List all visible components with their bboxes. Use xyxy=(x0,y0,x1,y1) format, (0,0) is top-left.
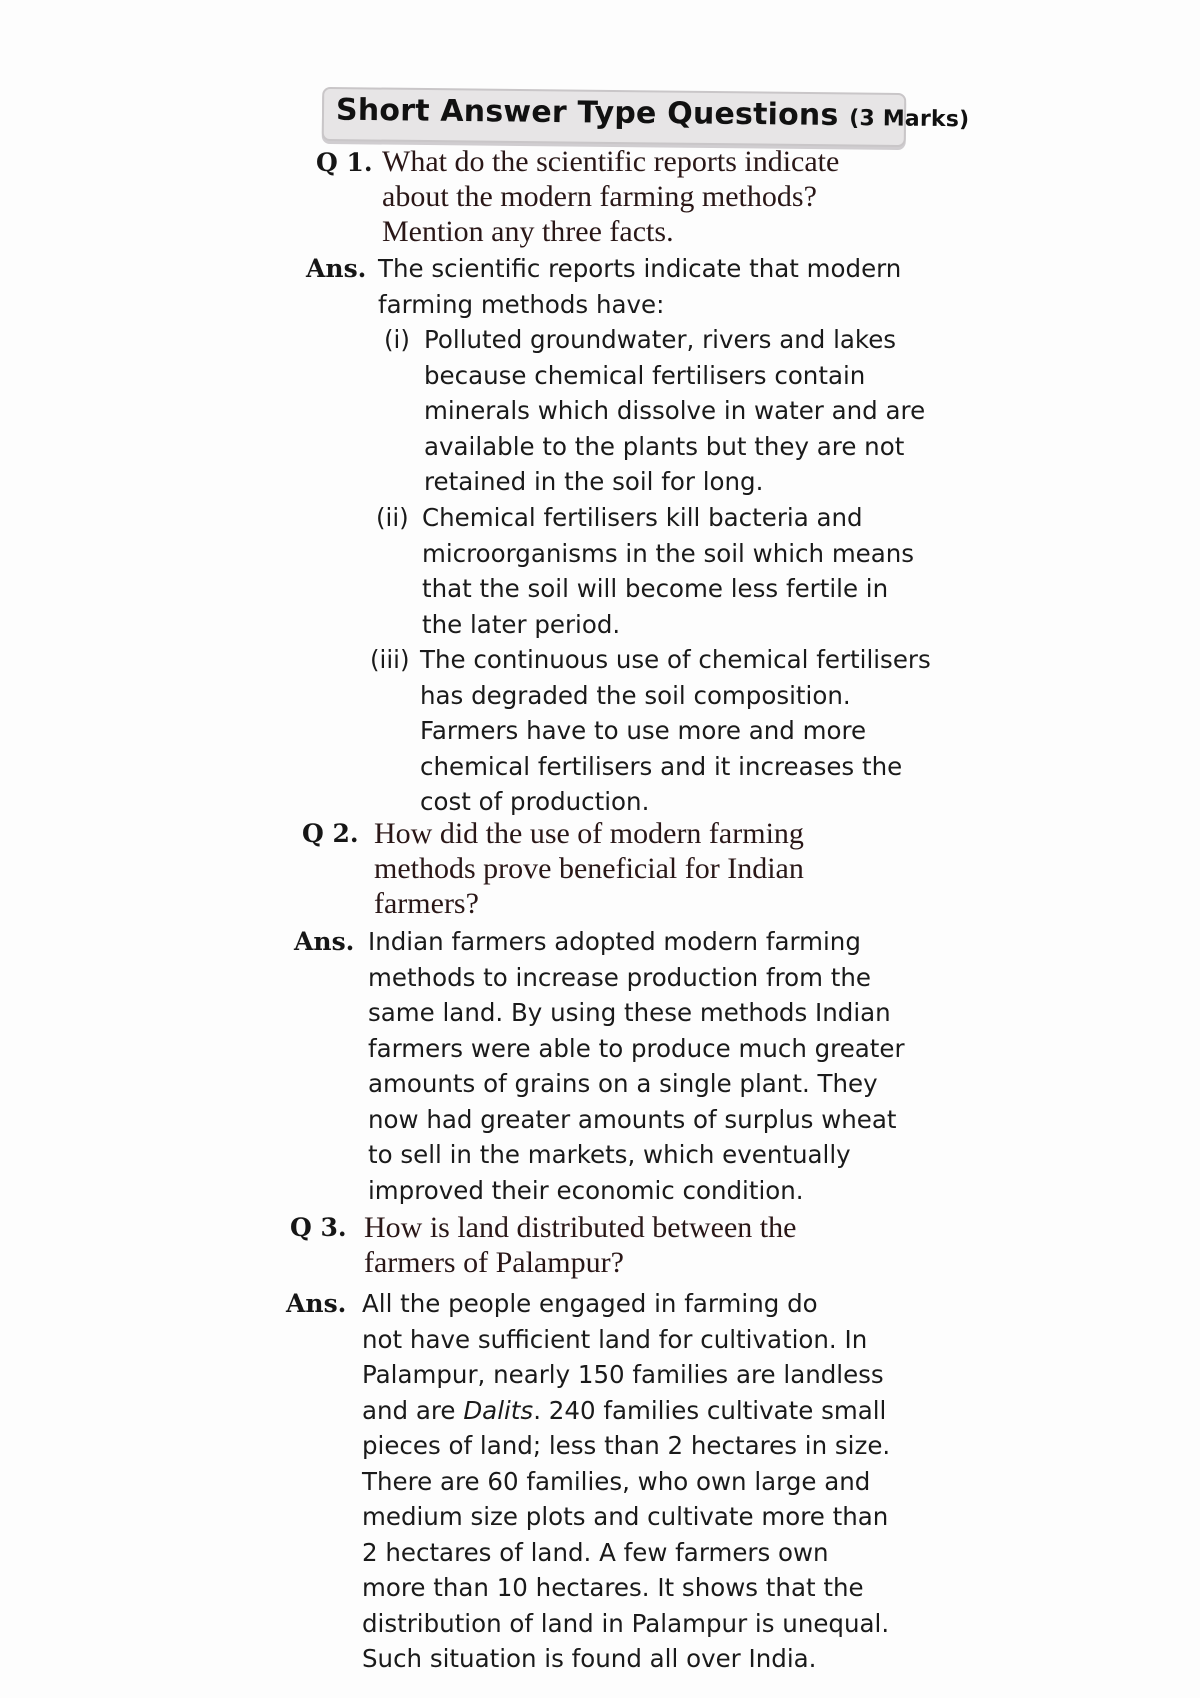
section-marks: (3 Marks) xyxy=(849,106,970,133)
point-iii-text xyxy=(420,642,931,820)
question-line: farmers? xyxy=(374,887,479,920)
point-i-number: (i) xyxy=(384,325,410,354)
point-line: chemical fertilisers and it increases the xyxy=(420,751,903,781)
point-ii-text xyxy=(422,500,914,642)
section-title: Short Answer Type Questions xyxy=(335,92,839,133)
section-heading xyxy=(336,93,970,135)
answer-1-label: Ans. xyxy=(306,254,367,283)
answer-line xyxy=(362,1393,890,1429)
point-iii-number: (iii) xyxy=(370,645,410,674)
answer-line: farmers were able to produce much greater xyxy=(368,1033,905,1063)
answer-line: There are 60 families, who own large and xyxy=(362,1466,871,1496)
answer-line: All the people engaged in farming do xyxy=(362,1289,818,1318)
question-1-label: Q 1. xyxy=(316,148,373,177)
answer-2-label: Ans. xyxy=(294,927,355,956)
point-ii-number: (ii) xyxy=(376,503,409,532)
question-line: What do the scientific reports indicate xyxy=(382,145,840,178)
answer-1-text xyxy=(378,251,901,322)
answer-line: Palampur, nearly 150 families are landless xyxy=(362,1360,884,1389)
point-line: has degraded the soil composition. xyxy=(420,680,851,710)
answer-line: more than 10 hectares. It shows that the xyxy=(362,1573,864,1602)
question-line: How is land distributed between the xyxy=(364,1211,797,1244)
answer-line: amounts of grains on a single plant. They xyxy=(368,1069,878,1098)
answer-line: 2 hectares of land. A few farmers own xyxy=(362,1537,829,1567)
answer-line: Such situation is found all over India. xyxy=(362,1644,817,1673)
question-1-text xyxy=(382,144,839,249)
point-line: Polluted groundwater, rivers and lakes xyxy=(424,325,897,354)
answer-line: improved their economic condition. xyxy=(368,1175,804,1205)
point-line: Chemical fertilisers kill bacteria and xyxy=(422,503,863,532)
answer-line: same land. By using these methods Indian xyxy=(368,998,891,1027)
point-line: retained in the soil for long. xyxy=(424,467,764,496)
answer-2-text xyxy=(368,924,905,1208)
answer-fragment: . 240 families cultivate small xyxy=(533,1395,887,1425)
answer-3-label: Ans. xyxy=(286,1289,347,1318)
point-line: microorganisms in the soil which means xyxy=(422,538,915,568)
answer-fragment: and are xyxy=(362,1395,456,1425)
answer-line: The scientific reports indicate that modern xyxy=(378,254,902,283)
question-2-label: Q 2. xyxy=(302,819,359,848)
question-line: Mention any three facts. xyxy=(382,215,674,248)
question-3-label: Q 3. xyxy=(290,1213,347,1242)
answer-line: methods to increase production from the xyxy=(368,962,871,992)
answer-line: farming methods have: xyxy=(378,289,665,319)
question-line: methods prove beneficial for Indian xyxy=(374,852,804,885)
answer-line: medium size plots and cultivate more than xyxy=(362,1502,889,1531)
answer-line: pieces of land; less than 2 hectares in size. xyxy=(362,1431,891,1460)
answer-line: not have sufficient land for cultivation. In xyxy=(362,1324,868,1354)
point-line: minerals which dissolve in water and are xyxy=(424,396,926,425)
question-2-text xyxy=(374,816,804,921)
answer-line: Indian farmers adopted modern farming xyxy=(368,927,861,956)
answer-line: distribution of land in Palampur is unequal. xyxy=(362,1608,890,1638)
point-line: available to the plants but they are not xyxy=(424,431,905,461)
point-line: The continuous use of chemical fertilisers xyxy=(420,645,931,674)
question-3-text xyxy=(364,1210,796,1280)
answer-line: now had greater amounts of surplus wheat xyxy=(368,1104,897,1134)
point-line: that the soil will become less fertile in xyxy=(422,574,889,603)
question-line: about the modern farming methods? xyxy=(382,180,817,213)
answer-line: to sell in the markets, which eventually xyxy=(368,1140,851,1169)
point-line: cost of production. xyxy=(420,787,650,816)
point-i-text xyxy=(424,322,925,500)
question-line: How did the use of modern farming xyxy=(374,817,804,850)
point-line: because chemical fertilisers contain xyxy=(424,360,866,390)
answer-3-text xyxy=(362,1286,890,1677)
question-line: farmers of Palampur? xyxy=(364,1246,624,1279)
point-line: the later period. xyxy=(422,609,621,639)
answer-emphasis-dalits: Dalits xyxy=(463,1395,534,1425)
point-line: Farmers have to use more and more xyxy=(420,716,867,745)
